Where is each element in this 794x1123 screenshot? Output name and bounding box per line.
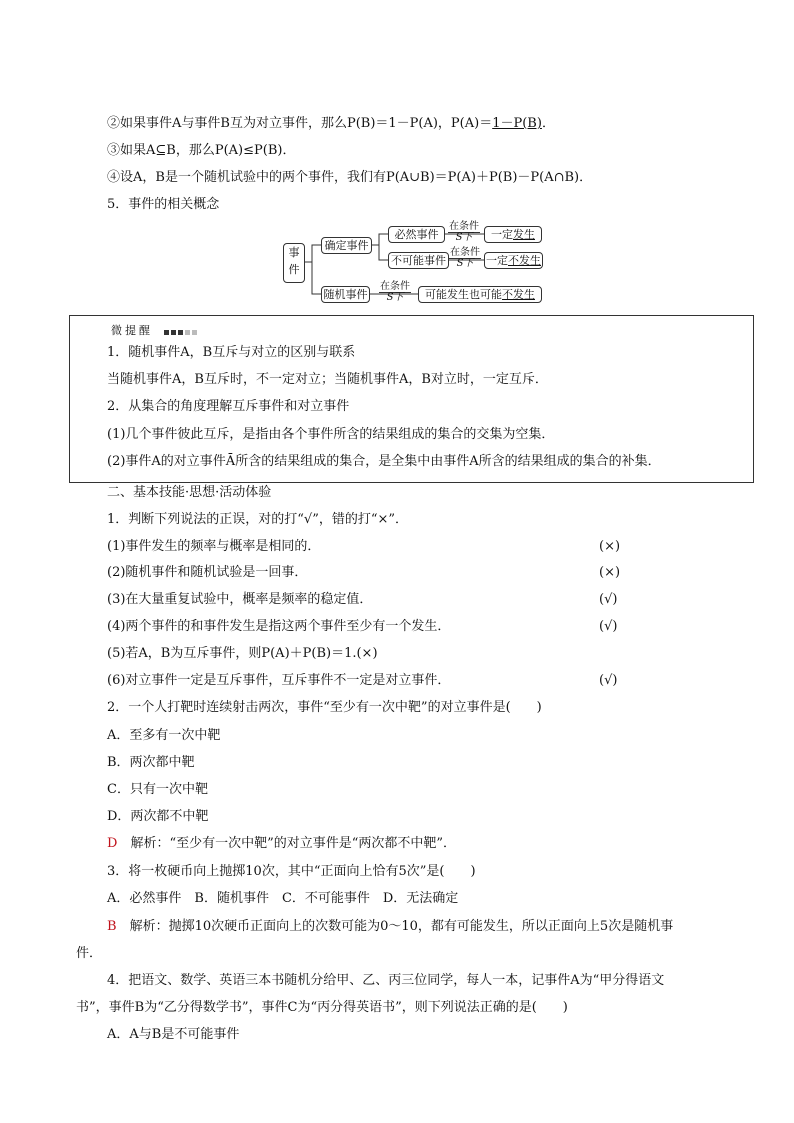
definite-event-box: 确定事件 [321,237,372,254]
q2-option-a: A．至多有一次中靶 [107,728,221,743]
q1-mark-1: (×) [599,539,621,554]
certain-result-box: 一定发生 [484,226,542,243]
q4-stem-1: 4．把语文、数学、英语三本书随机分给甲、乙、丙三位同学，每人一本，记事件A为“甲分得语文 [107,973,665,988]
condition-label-3: 在条件 S下 [380,281,410,303]
impossible-event-box: 不可能事件 [388,252,449,269]
q3-explanation: B 解析：抛掷10次硬币正面向上的次数可能为0～10，都有可能发生，所以正面向上5次是随机事 [107,919,674,934]
impossible-result-box: 一定不发生 [486,254,541,267]
condition-label-2: 在条件 S下 [450,247,480,269]
section-5-title: 5．事件的相关概念 [107,197,220,212]
q4-stem-2: 书”，事件B为“乙分得数学书”，事件C为“丙分得英语书”，则下列说法正确的是( ) [76,1000,568,1015]
random-result-box: 可能发生也可能不发生 [418,286,542,303]
q3-explanation-cont: 件． [76,946,103,961]
q2-stem: 2．一个人打靶时连续射击两次，事件“至少有一次中靶”的对立事件是( ) [107,700,542,715]
tip-line-5: (2)事件A的对立事件Ā所含的结果组成的集合，是全集中由事件A所含的结果组成的集合的补集． [107,454,661,469]
q2-option-c: C．只有一次中靶 [107,782,208,797]
tip-line-1: 1．随机事件A，B互斥与对立的区别与联系 [107,345,356,360]
q3-options: A．必然事件 B．随机事件 C．不可能事件 D．无法确定 [107,891,459,906]
event-root-box: 事件 [283,243,305,283]
q3-stem: 3．将一枚硬币向上抛掷10次，其中“正面向上恰有5次”是( ) [107,864,476,879]
q1-mark-6: (√) [599,673,618,688]
q1-mark-2: (×) [599,565,621,580]
tip-line-2: 当随机事件A，B互斥时，不一定对立；当随机事件A，B对立时，一定互斥． [107,372,548,387]
q1-mark-4: (√) [599,619,618,634]
q4-option-a: A．A与B是不可能事件 [107,1027,240,1042]
underlined-answer: 1－P(B) [492,116,542,131]
line-item-2: ②如果事件A与事件B互为对立事件，那么P(B)＝1－P(A)，P(A)＝1－P(B)． [107,116,555,131]
title-dots-decoration [164,325,199,338]
q2-option-d: D．两次都不中靶 [107,809,209,824]
tip-line-4: (1)几个事件彼此互斥，是指由各个事件所含的结果组成的集合的交集为空集． [107,427,555,442]
section-title: 二、基本技能·思想·活动体验 [107,485,272,500]
q1-item-2: (2)随机事件和随机试验是一回事． [107,565,308,580]
tip-title: 微提醒 [111,322,199,338]
q1-mark-3: (√) [599,592,618,607]
q1-item-6: (6)对立事件一定是互斥事件，互斥事件不一定是对立事件． [107,673,451,688]
tip-line-3: 2．从集合的角度理解互斥事件和对立事件 [107,399,350,414]
line-item-4: ④设A，B是一个随机试验中的两个事件，我们有P(A∪B)＝P(A)＋P(B)－P(A∩B)． [107,170,593,185]
random-event-box: 随机事件 [321,286,370,303]
certain-event-box: 必然事件 [388,226,445,243]
q1-item-4: (4)两个事件的和事件发生是指这两个事件至少有一个发生． [107,619,451,634]
line-item-3: ③如果A⊆B，那么P(A)≤P(B)． [107,143,296,158]
q2-answer: D [107,836,118,851]
q1-item-1: (1)事件发生的频率与概率是相同的． [107,539,321,554]
q2-explanation: D 解析：“至少有一次中靶”的对立事件是“两次都不中靶”． [107,836,457,851]
q2-option-b: B．两次都中靶 [107,755,195,770]
q1-item-5: (5)若A，B为互斥事件，则P(A)＋P(B)＝1.(×) [107,646,378,661]
q1-stem: 1．判断下列说法的正误，对的打“√”，错的打“×”． [107,512,409,527]
condition-label-1: 在条件 S下 [449,221,479,243]
q3-answer: B [107,919,117,934]
q1-item-3: (3)在大量重复试验中，概率是频率的稳定值． [107,592,373,607]
